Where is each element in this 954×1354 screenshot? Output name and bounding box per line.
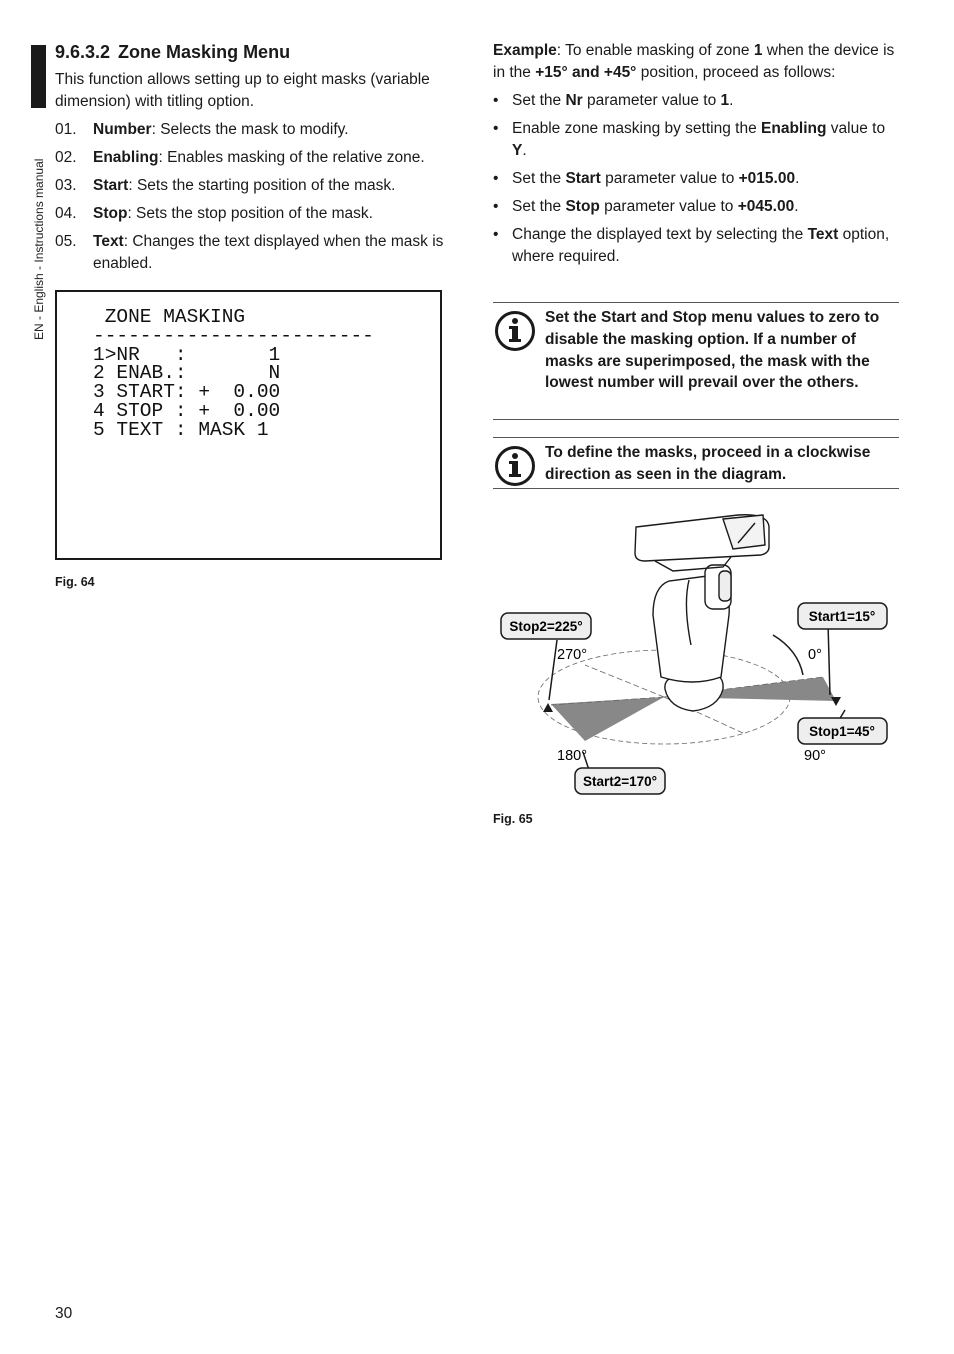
bullet-bold: +015.00 <box>738 170 796 187</box>
step-desc: : Sets the starting position of the mask. <box>128 177 396 194</box>
angle-label-180: 180° <box>557 748 587 764</box>
bullet-text: Set the <box>512 170 566 187</box>
start1-callout <box>798 603 887 629</box>
stop2-callout <box>501 613 591 639</box>
step-number: 02. <box>55 149 77 166</box>
osd-line: 1>NR : 1 <box>93 343 281 366</box>
info-icon <box>493 307 545 415</box>
bullet-text: parameter value to <box>599 198 738 215</box>
sidebar-tab-marker <box>31 45 46 108</box>
example-range: +15° and +45° <box>535 64 637 81</box>
angle-label-0: 0° <box>808 647 822 663</box>
osd-menu-screen <box>55 290 442 560</box>
camera-icon <box>635 515 769 711</box>
start1-label: Start1=15° <box>808 609 876 624</box>
bullet-bold: Text <box>807 226 839 243</box>
bullet-bold: Stop <box>565 198 600 215</box>
bullet-item: • Change the displayed text by selecting the Text option, where required. <box>493 226 890 265</box>
bullet-text: Set the <box>512 92 566 109</box>
info-note <box>493 437 899 489</box>
bullet-bold: Y <box>512 142 523 159</box>
stop1-callout <box>798 718 887 744</box>
stop1-label: Stop1=45° <box>809 724 875 739</box>
bullet-text: parameter value to <box>582 92 721 109</box>
step-desc: : Sets the stop position of the mask. <box>127 205 373 222</box>
example-paragraph <box>493 40 899 84</box>
bullet-text: value to <box>826 120 886 137</box>
osd-text <box>93 308 374 440</box>
bullet-text: . <box>794 198 799 215</box>
osd-line: 5 TEXT : MASK 1 <box>93 418 269 441</box>
note-text: Set the Start and Stop menu values to zero to disable the masking option. If a number of masks are superimposed, the mask with the lowest number will prevail over the others. <box>545 309 880 392</box>
step-number: 01. <box>55 121 77 138</box>
bullet-item: • Set the Start parameter value to +015.00. <box>493 170 800 187</box>
step-term: Stop <box>93 205 128 222</box>
section-title: Zone Masking Menu <box>118 42 291 62</box>
left-column <box>55 40 465 281</box>
bullet-list <box>493 90 899 268</box>
bullet-text: parameter value to <box>600 170 739 187</box>
step-item <box>55 119 465 141</box>
start2-label: Start2=170° <box>582 774 658 789</box>
step-term: Enabling <box>93 149 159 166</box>
page-number: 30 <box>55 1305 73 1322</box>
step-list <box>55 119 465 275</box>
step-item <box>55 175 465 197</box>
stop2-label: Stop2=225° <box>509 619 583 634</box>
angle-label-90: 90° <box>804 748 826 764</box>
bullet-text: . <box>522 142 527 159</box>
bullet-text: option, where required. <box>512 226 890 265</box>
step-term: Number <box>93 121 152 138</box>
mask-zone-2 <box>551 697 664 741</box>
section-intro: This function allows setting up to eight masks (variable dimension) with titling option. <box>55 71 430 110</box>
example-text: position, proceed as follows: <box>636 64 836 81</box>
angle-label-270: 270° <box>557 647 587 663</box>
bullet-item: • Enable zone masking by setting the Enabling value to Y. <box>493 120 886 159</box>
bullet-bold: Start <box>565 170 601 187</box>
step-desc: : Changes the text displayed when the mask is enabled. <box>93 233 444 272</box>
bullet-text: Change the displayed text by selecting the <box>512 226 808 243</box>
bullet-text: Set the <box>512 198 566 215</box>
step-term: Start <box>93 177 129 194</box>
example-label: Example <box>493 42 557 59</box>
bullet-bold: +045.00 <box>737 198 795 215</box>
bullet-bold: Enabling <box>761 120 827 137</box>
info-note <box>493 302 899 420</box>
osd-line: 4 STOP : + 0.00 <box>93 399 281 422</box>
section-number: 9.6.3.2 <box>55 42 111 62</box>
figure-caption: Fig. 65 <box>493 812 533 826</box>
osd-line: ------------------------ <box>93 324 374 347</box>
step-number: 05. <box>55 233 77 250</box>
step-number: 04. <box>55 205 77 222</box>
right-column <box>493 40 899 274</box>
bullet-text: Enable zone masking by setting the <box>512 120 762 137</box>
figure-caption: Fig. 64 <box>55 575 95 589</box>
example-text: : To enable masking of zone <box>556 42 754 59</box>
example-zone: 1 <box>753 42 763 59</box>
bullet-text: . <box>729 92 734 109</box>
step-item <box>55 231 465 275</box>
step-term: Text <box>93 233 124 250</box>
section-heading <box>55 42 465 63</box>
zone-masking-diagram <box>493 505 899 805</box>
sidebar-label: EN - English - Instructions manual <box>32 158 46 340</box>
step-desc: : Selects the mask to modify. <box>151 121 349 138</box>
step-item <box>55 147 465 169</box>
info-icon <box>493 442 545 484</box>
osd-line: 2 ENAB.: N <box>93 362 281 385</box>
step-item <box>55 203 465 225</box>
bullet-bold: Nr <box>565 92 583 109</box>
osd-line: 3 START: + 0.00 <box>93 381 281 404</box>
bullet-text: . <box>795 170 800 187</box>
bullet-item: • Set the Nr parameter value to 1. <box>493 92 734 109</box>
note-text: To define the masks, proceed in a clockwise direction as seen in the diagram. <box>545 444 871 483</box>
bullet-item: • Set the Stop parameter value to +045.00. <box>493 198 799 215</box>
step-desc: : Enables masking of the relative zone. <box>158 149 425 166</box>
bullet-bold: 1 <box>720 92 730 109</box>
start2-callout <box>575 768 665 794</box>
osd-line: ZONE MASKING <box>93 306 246 328</box>
example-text: when the device is in the <box>493 42 895 81</box>
step-number: 03. <box>55 177 77 194</box>
